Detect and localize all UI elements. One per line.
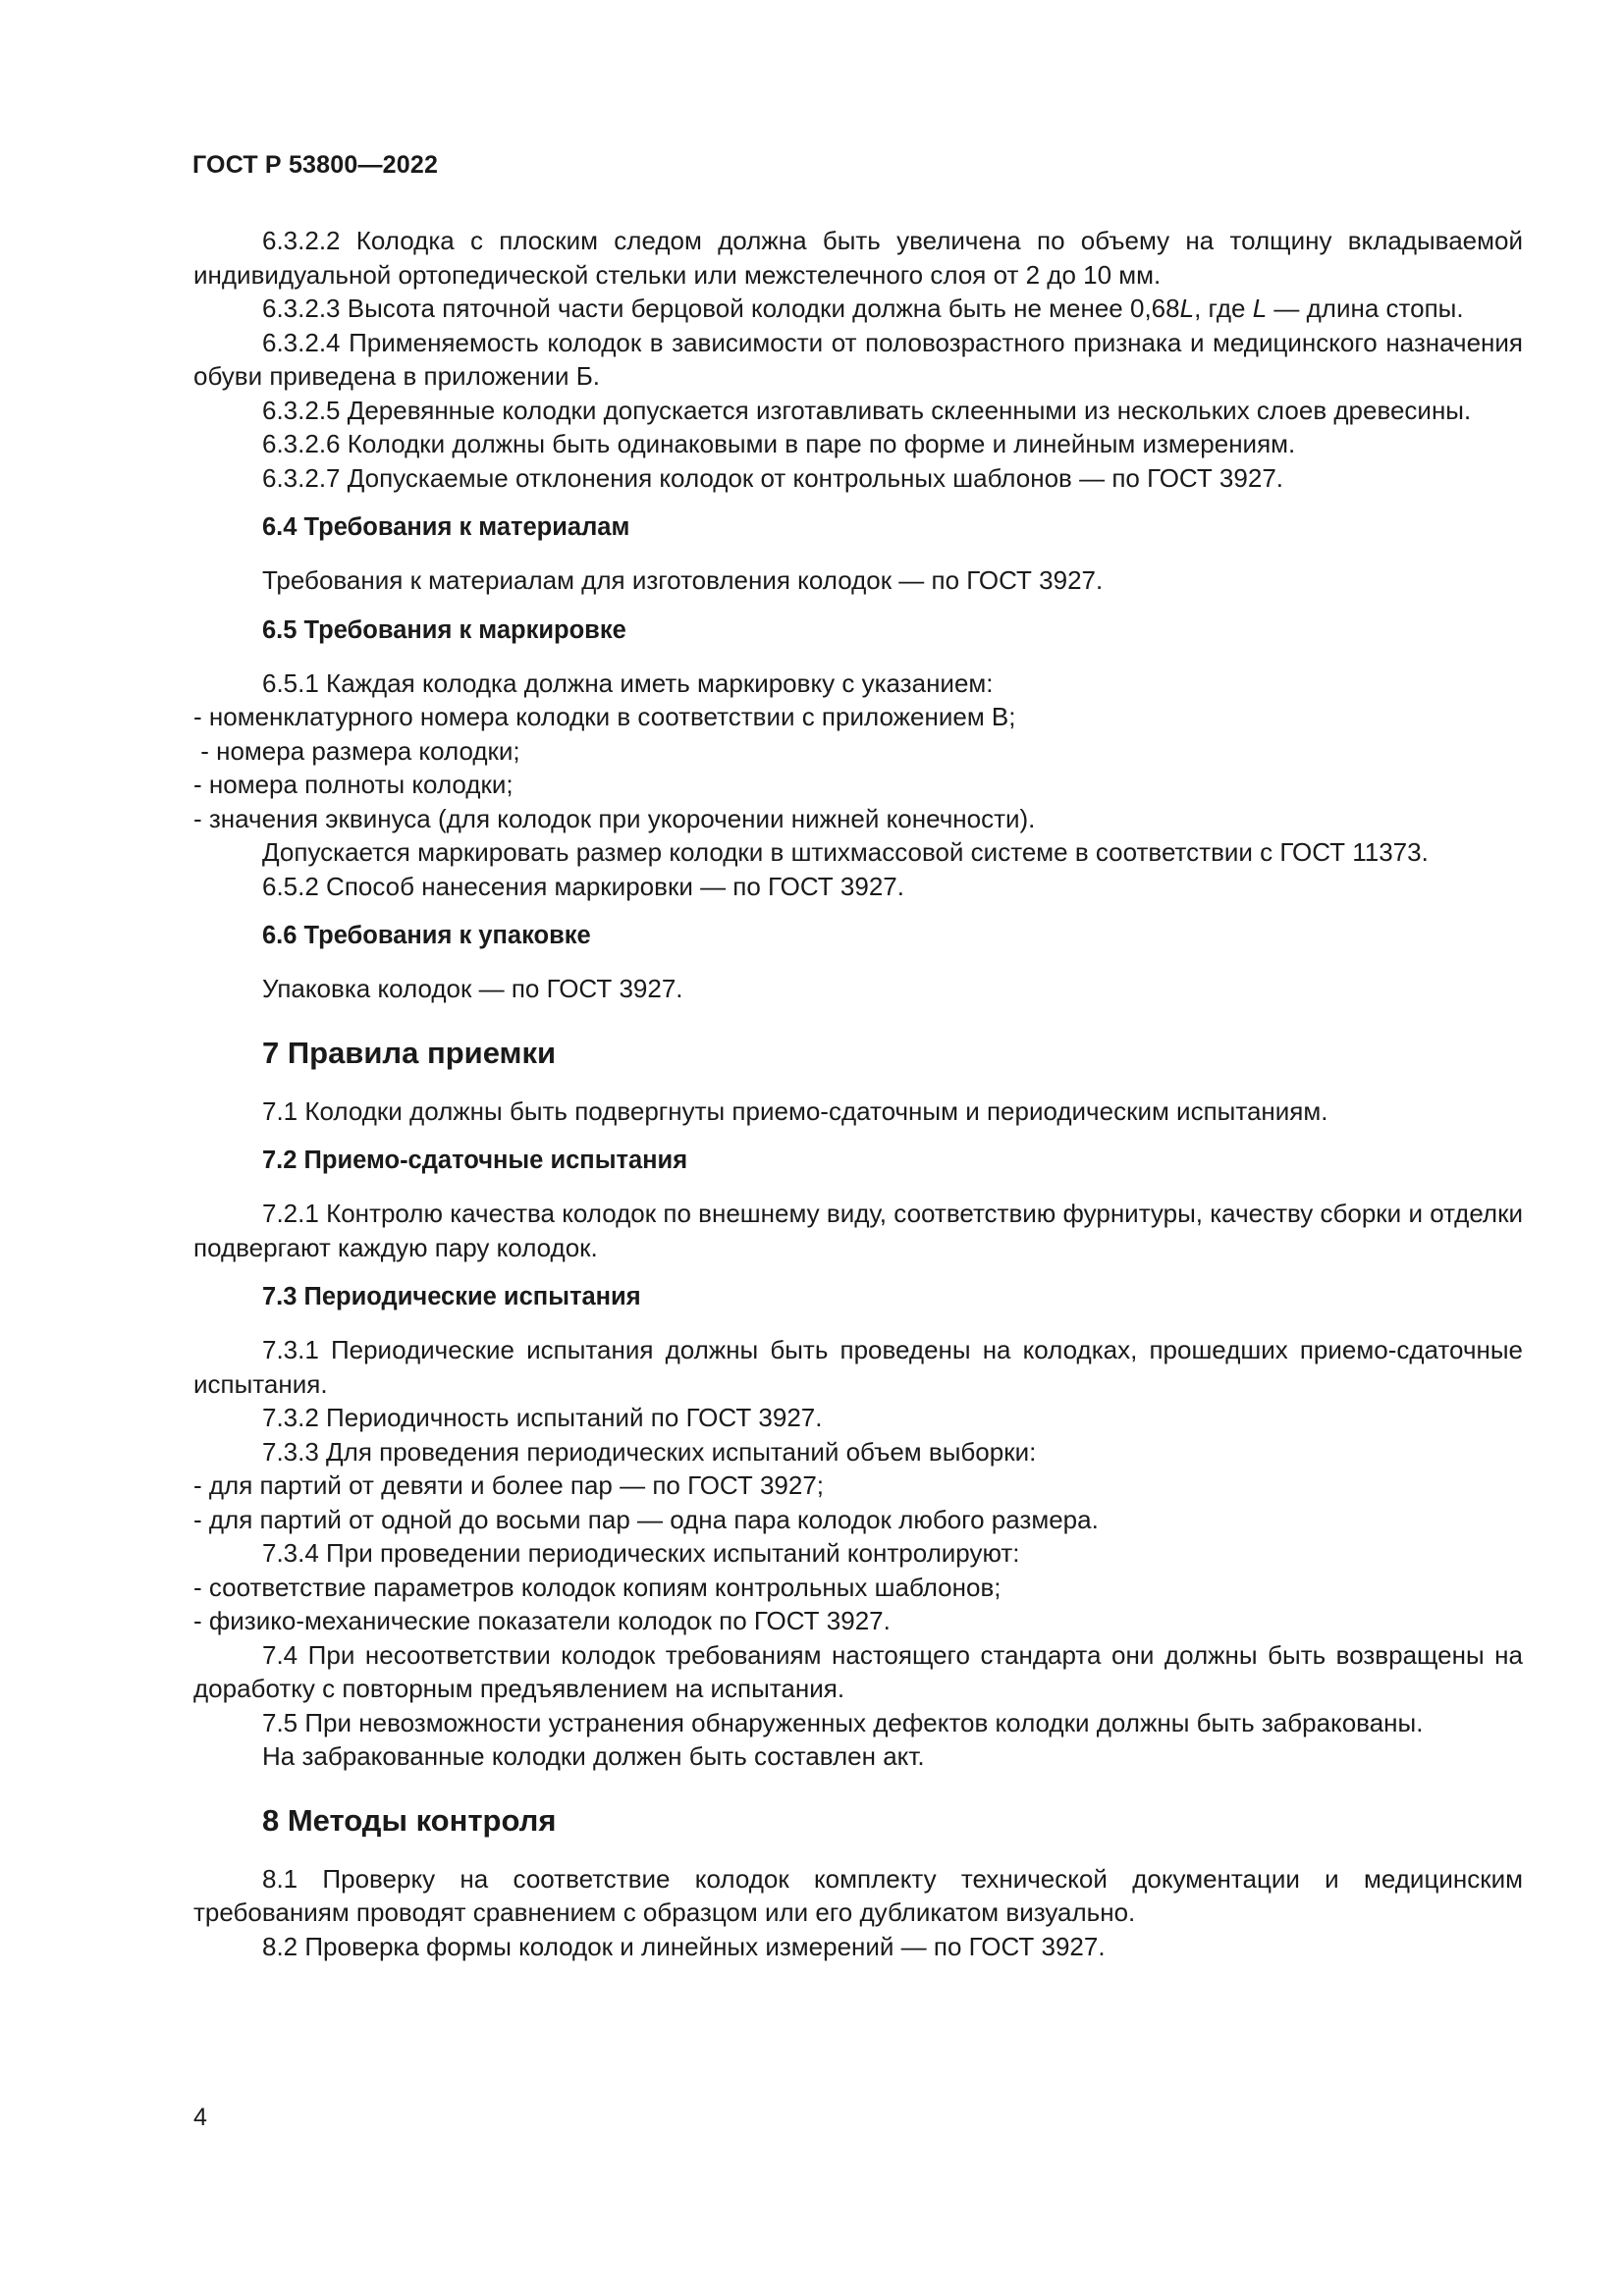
- paragraph-6-5-1: 6.5.1 Каждая колодка должна иметь маркировку с указанием:: [262, 667, 994, 698]
- list-item: - для партий от одной до восьми пар — одна пара колодок любого размера.: [193, 1504, 1099, 1534]
- paragraph-text: , где: [1194, 294, 1253, 323]
- page-number: 4: [193, 2104, 207, 2131]
- list-item: - соответствие параметров колодок копиям контрольных шаблонов;: [193, 1572, 1001, 1602]
- paragraph-7-5: 7.5 При невозможности устранения обнаруженных дефектов колодки должны быть забракованы.: [262, 1707, 1424, 1737]
- list-item: - номенклатурного номера колодки в соответствии с приложением В;: [193, 702, 1016, 731]
- paragraph-7-3-4: 7.3.4 При проведении периодических испытаний контролируют:: [262, 1538, 1020, 1568]
- variable-l: L: [1252, 294, 1268, 323]
- section-heading-6-6: 6.6 Требования к упаковке: [262, 922, 591, 949]
- paragraph-7-5-act: На забракованные колодки должен быть составлен акт.: [262, 1741, 925, 1771]
- list-item: - номера полноты колодки;: [193, 770, 514, 799]
- paragraph-7-3-1: 7.3.1 Периодические испытания должны быть проведены на колодках, прошедших приемо-сдаточные испытания.: [193, 1335, 1523, 1399]
- section-heading-7-2: 7.2 Приемо-сдаточные испытания: [262, 1147, 688, 1174]
- paragraph-6-3-2-5: 6.3.2.5 Деревянные колодки допускается изготавливать склеенными из нескольких слоев древесины.: [262, 395, 1472, 425]
- paragraph-7-2-1: 7.2.1 Контролю качества колодок по внешнему виду, соответствию фурнитуры, качеству сборки и отделки подвергают каждую пару колодок.: [193, 1199, 1523, 1262]
- paragraph-6-3-2-2: 6.3.2.2 Колодка с плоским следом должна быть увеличена по объему на толщину вкладываемой индивидуальной ортопедической стельки или межстелечного слоя от 2 до 10 мм.: [193, 226, 1523, 290]
- section-heading-6-5: 6.5 Требования к маркировке: [262, 615, 626, 644]
- paragraph-7-3-2: 7.3.2 Периодичность испытаний по ГОСТ 3927.: [262, 1403, 823, 1432]
- document-body: [193, 224, 1523, 1963]
- list-item: - значения эквинуса (для колодок при укорочении нижней конечности).: [193, 803, 1036, 833]
- paragraph-6-3-2-4: 6.3.2.4 Применяемость колодок в зависимости от половозрастного признака и медицинского назначения обуви приведена в приложении Б.: [193, 327, 1523, 391]
- paragraph-7-1: 7.1 Колодки должны быть подвергнуты приемо-сдаточным и периодическим испытаниям.: [262, 1095, 1328, 1126]
- list-item: - физико-механические показатели колодок по ГОСТ 3927.: [193, 1606, 891, 1635]
- section-heading-6-4: 6.4 Требования к материалам: [262, 513, 630, 541]
- paragraph-6-6: Упаковка колодок — по ГОСТ 3927.: [262, 974, 683, 1003]
- paragraph-text: 6.3.2.3 Высота пяточной части берцовой колодки должна быть не менее 0,68: [262, 294, 1180, 323]
- paragraph-text: — длина стопы.: [1267, 294, 1464, 323]
- section-heading-7-3: 7.3 Периодические испытания: [262, 1283, 641, 1310]
- paragraph-8-1: 8.1 Проверку на соответствие колодок комплекту технической документации и медицинским требованиям проводят сравнением с образцом или его дубликатом визуально.: [193, 1863, 1523, 1927]
- section-heading-7: 7 Правила приемки: [262, 1035, 557, 1070]
- paragraph-6-5-2: 6.5.2 Способ нанесения маркировки — по ГОСТ 3927.: [262, 871, 904, 901]
- section-heading-8: 8 Методы контроля: [262, 1802, 557, 1838]
- list-item: - для партий от девяти и более пар — по ГОСТ 3927;: [193, 1470, 825, 1500]
- paragraph-6-3-2-6: 6.3.2.6 Колодки должны быть одинаковыми в паре по форме и линейным измерениям.: [262, 429, 1296, 458]
- paragraph-8-2: 8.2 Проверка формы колодок и линейных измерений — по ГОСТ 3927.: [262, 1931, 1106, 1961]
- paragraph-marking-note: Допускается маркировать размер колодки в штихмассовой системе в соответствии с ГОСТ 11373.: [262, 837, 1429, 867]
- paragraph-6-3-2-3: [193, 292, 1523, 326]
- document-header: ГОСТ Р 53800—2022: [192, 151, 439, 179]
- paragraph-6-3-2-7: 6.3.2.7 Допускаемые отклонения колодок от контрольных шаблонов — по ГОСТ 3927.: [262, 462, 1283, 493]
- variable-l: L: [1179, 294, 1195, 323]
- paragraph-7-4: 7.4 При несоответствии колодок требованиям настоящего стандарта они должны быть возвращены на доработку с повторным предъявлением на испытания.: [193, 1639, 1523, 1703]
- list-item: - номера размера колодки;: [193, 735, 520, 766]
- paragraph-6-4: Требования к материалам для изготовления колодок — по ГОСТ 3927.: [262, 565, 1104, 595]
- paragraph-7-3-3: 7.3.3 Для проведения периодических испытаний объем выборки:: [262, 1436, 1037, 1467]
